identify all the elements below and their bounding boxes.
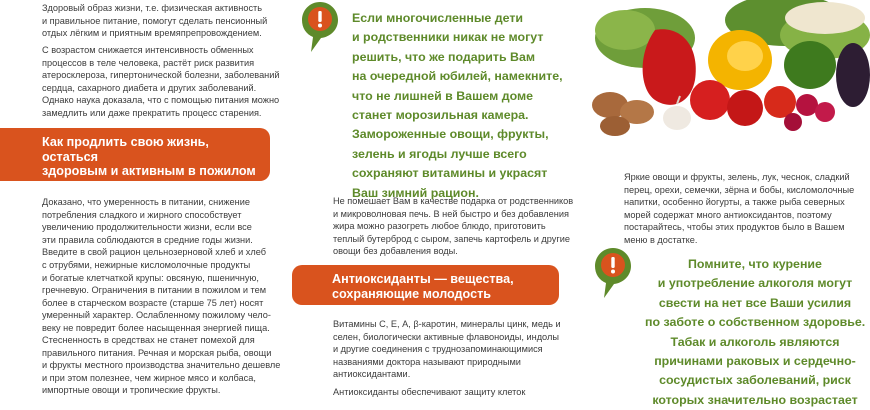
freezer-callout: Если многочисленные дети и родственники никак не могут решить, что же подарить Вам на очередной юбилей, намекните, что не лишней в Вашем доме станет морозильная камера. Замороженные овощи, фрукты, зелень и ягоды лучше всего сохраняют витамины и украсят Ваш зимний рацион. xyxy=(352,11,563,200)
aging-paragraph: С возрастом снижается интенсивность обменных процессов в теле человека, растёт риск развития атеросклероза, гипертонической болезни, заболеваний сердца, сахарного диабета и других заболеваний. Однако наука доказала, что с помощью питания можно замедлить или даже прекратить процесс старения. xyxy=(42,45,280,118)
column-left xyxy=(42,2,292,49)
section-banner-antioxidants: Антиоксиданты — вещества, сохраняющие молодость xyxy=(292,265,559,305)
intro-paragraph: Здоровый образ жизни, т.е. физическая активность и правильное питание, помогут сделать пенсионный отдых лёгким и приятным времяпрепровождением. xyxy=(42,3,268,39)
smoking-alcohol-callout: Помните, что курение и употребление алкоголя могут свести на нет все Ваши усилия по заботе о собственном здоровье. Табак и алкоголь являются причинами раковых и сердечно- сосудистых заболеваний, риск которых значительно возрастает xyxy=(645,257,866,407)
exclamation-pin-icon xyxy=(592,246,634,300)
vegetables-photo xyxy=(585,0,870,140)
exclamation-pin-icon xyxy=(299,0,341,54)
section-banner-longevity: Как продлить свою жизнь, остаться здоровым и активным в пожилом возрасте xyxy=(0,128,270,181)
microwave-paragraph: Не помешает Вам в качестве подарка от родственников и микроволновая печь. В ней быстро и без добавления жира можно разогреть любое блюдо, приготовить теплый бутерброд с сыром, запечь картофель и другие овощи без добавления воды. xyxy=(333,196,574,257)
moderation-paragraph: Доказано, что умеренность в питании, снижение потребления сладкого и жирного способствует увеличению продолжительности жизни, если все эти правила соблюдаются в средние годы жизни. Введите в свой рацион цельнозерновой хлеб и хлеб с отрубями, нежирные кисломолочные продукты и богатые клетчаткой крупы: овсяную, пшеничную, гречневую. Ограничения в питании в пожилом и тем более в старческом возрасте (старше 75 лет) носят умеренный характер. Ослабленному пожилому чело- веку не повредит более насыщенная энергией пища. xyxy=(42,197,271,333)
budget-paragraph: Стесненность в средствах не станет помехой для правильного питания. Речная и морская рыба, овощи и фрукты местного производства значительно дешевле и при этом полезнее, чем жирное мясо и колбаса, импортные овощи и тропические фрукты. xyxy=(42,335,281,396)
vitamins-paragraph: Витамины С, Е, А, β-каротин, минералы цинк, медь и селен, биологически активные флавоноиды, индолы и другие соединения с труднозапоминающимися названиями доктора называют природными антиоксидантами. xyxy=(333,319,561,380)
protection-paragraph: Антиоксиданты обеспечивают защиту клеток xyxy=(333,387,526,397)
bright-vegetables-paragraph: Яркие овощи и фрукты, зелень, лук, чеснок, сладкий перец, орехи, семечки, зёрна и бобы, кисломолочные напитки, особенно йогурты, а также рыба северных морей содержат много антиоксидантов, поэтому постарайтесь, чтобы этих продуктов было в Вашем меню в достатке. xyxy=(624,172,855,245)
